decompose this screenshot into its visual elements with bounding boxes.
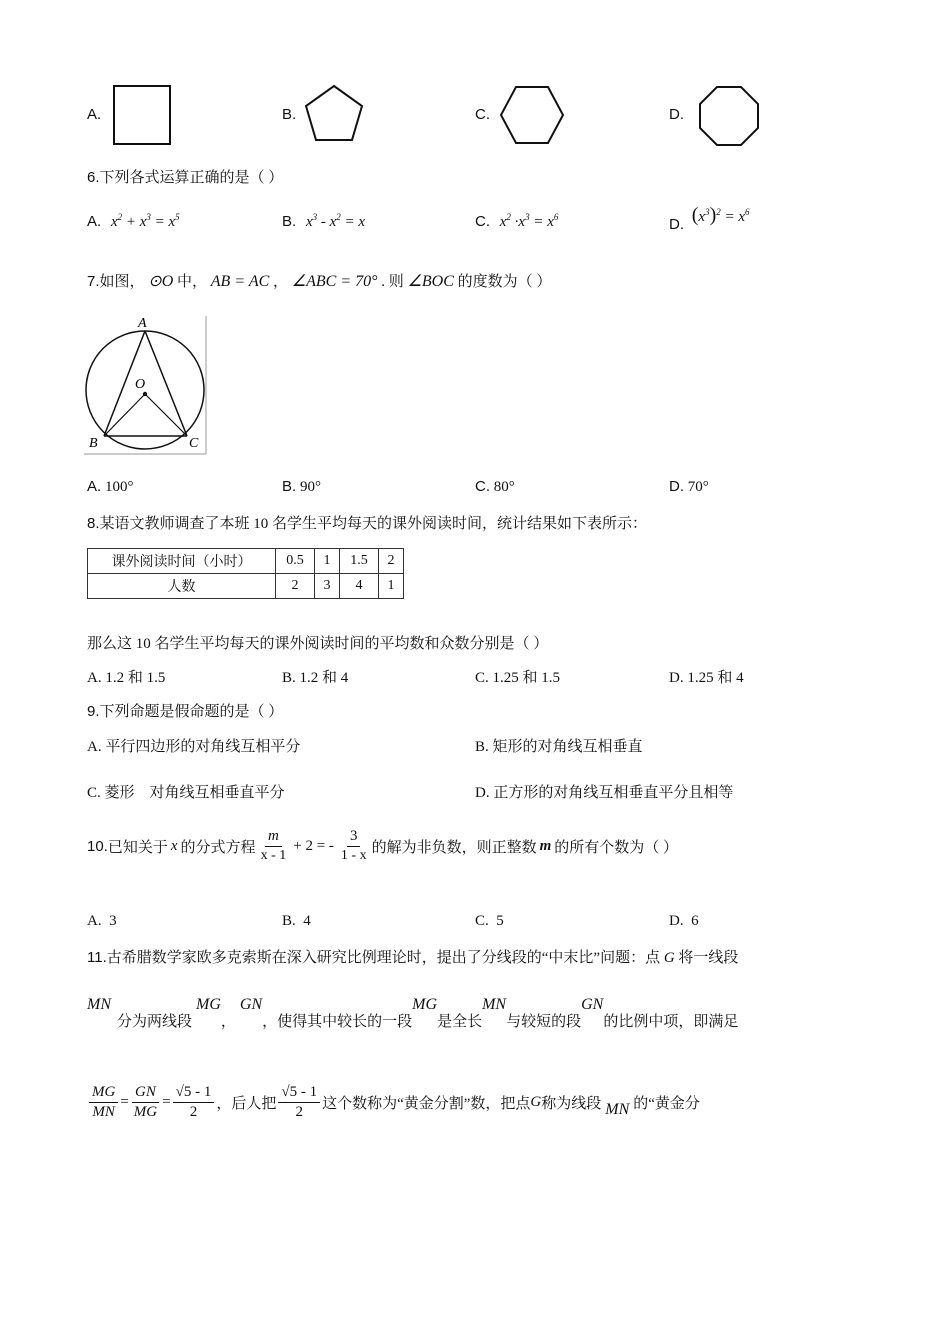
table-header-cell: 课外阅读时间（小时） [88,549,276,574]
label-c: C [189,436,199,451]
q6-option-c: C. $x^2 \cdot x^3 = x^6$ [475,212,559,230]
fraction-golden-ratio: $\frac{√5 - 1}{2}$ [173,1084,215,1122]
table-cell: 1 [379,574,404,599]
table-cell: 0.5 [276,549,315,574]
table-row [88,549,404,574]
fraction-3-over-1-minus-x: $\frac{3}{1 - x}$ [340,828,367,864]
q10-option-a: A. 3 [87,913,117,929]
q6-option-d: D. $(x^3)^2 = x^6$ [669,204,750,233]
q8-question: 那么这 10 名学生平均每天的课外阅读时间的平均数和众数分别是（ ） [87,636,549,652]
q6-option-b: B. $x^3 - x^2 = x$ [282,212,366,230]
hexagon-figure [498,84,566,148]
q10-option-d: D. 6 [669,913,699,929]
q11-line-2: MN 分为两线段 MG ， GN ，使得其中较长的一段 MG 是全长 MN 与较短的段 GN 的比例中项，即满足 [87,996,739,1030]
table-cell: 2 [276,574,315,599]
q10-stem: 10. 已知关于 x 的分式方程 $\frac{m}{x - 1}$ + 2 = - $\frac{3}{1 - x}$ 的解为非负数，则正整数 m 的所有个数为（ ） [87,828,679,864]
q11-line-3: $\frac{MG}{MN}$ = $\frac{GN}{MG}$ = $\frac{√5 - 1}{2}$ ，后人把 $\frac{√5 - 1}{2}$ 这个数称为“黄金分割”数，把点 G 称为线段 MN 的“黄金分 [87,1084,700,1122]
q10-option-c: C. 5 [475,913,504,929]
q5-option-b-label: B. [282,106,297,123]
q10-option-b: B. 4 [282,913,311,929]
q7-option-d: D. 70° [669,478,709,495]
q7-option-a: A. 100° [87,478,134,495]
q8-option-a: A. 1.2 和 1.5 [87,670,166,686]
table-cell: 3 [315,574,340,599]
q8-option-d: D. 1.25 和 4 [669,670,744,686]
label-a: A [138,316,147,331]
fraction-mg-over-mn: $\frac{MG}{MN}$ [89,1084,118,1122]
table-cell: 2 [379,549,404,574]
table-header-cell: 人数 [88,574,276,599]
reading-time-table [87,548,404,599]
fraction-golden-ratio-2: $\frac{√5 - 1}{2}$ [278,1084,320,1122]
q9-stem: 9.下列命题是假命题的是（ ） [87,703,284,720]
table-cell: 1 [315,549,340,574]
label-o: O [135,377,146,392]
q11-line-1: 11.古希腊数学家欧多克索斯在深入研究比例理论时，提出了分线段的“中末比”问题：点 G 将一线段 [87,949,739,966]
label-b: B [89,436,98,451]
q7-option-b: B. 90° [282,478,321,495]
table-row [88,574,404,599]
table-cell: 1.5 [340,549,379,574]
q9-option-b: B. 矩形的对角线互相垂直 [475,739,643,755]
octagon-figure [696,84,762,150]
q6-option-a: A. $x^2 + x^3 = x^5$ [87,212,180,230]
q9-option-d: D. 正方形的对角线互相垂直平分且相等 [475,785,734,801]
circle-triangle-figure [84,314,208,456]
q8-option-c: C. 1.25 和 1.5 [475,670,561,686]
fraction-m-over-x-minus-1: $\frac{m}{x - 1}$ [260,828,287,864]
fraction-gn-over-mg: $\frac{GN}{MG}$ [133,1084,158,1121]
q9-option-c: C. 菱形 对角线互相垂直平分 [87,785,285,801]
q6-stem: 6.下列各式运算正确的是（ ） [87,169,284,186]
q7-stem: 7.如图， ⊙O 中， AB = AC ， ∠ABC = 70° . 则 ∠BOC 的度数为（ ） [87,273,552,290]
q7-option-c: C. 80° [475,478,515,495]
table-cell: 4 [340,574,379,599]
q9-option-a: A. 平行四边形的对角线互相平分 [87,739,301,755]
square-figure [112,84,174,148]
q8-option-b: B. 1.2 和 4 [282,670,349,686]
q5-option-a-label: A. [87,106,102,123]
pentagon-figure [302,82,366,146]
q5-option-d-label: D. [669,106,684,123]
q5-option-c-label: C. [475,106,490,123]
q8-stem: 8.某语文教师调查了本班 10 名学生平均每天的课外阅读时间，统计结果如下表所示： [87,515,648,532]
